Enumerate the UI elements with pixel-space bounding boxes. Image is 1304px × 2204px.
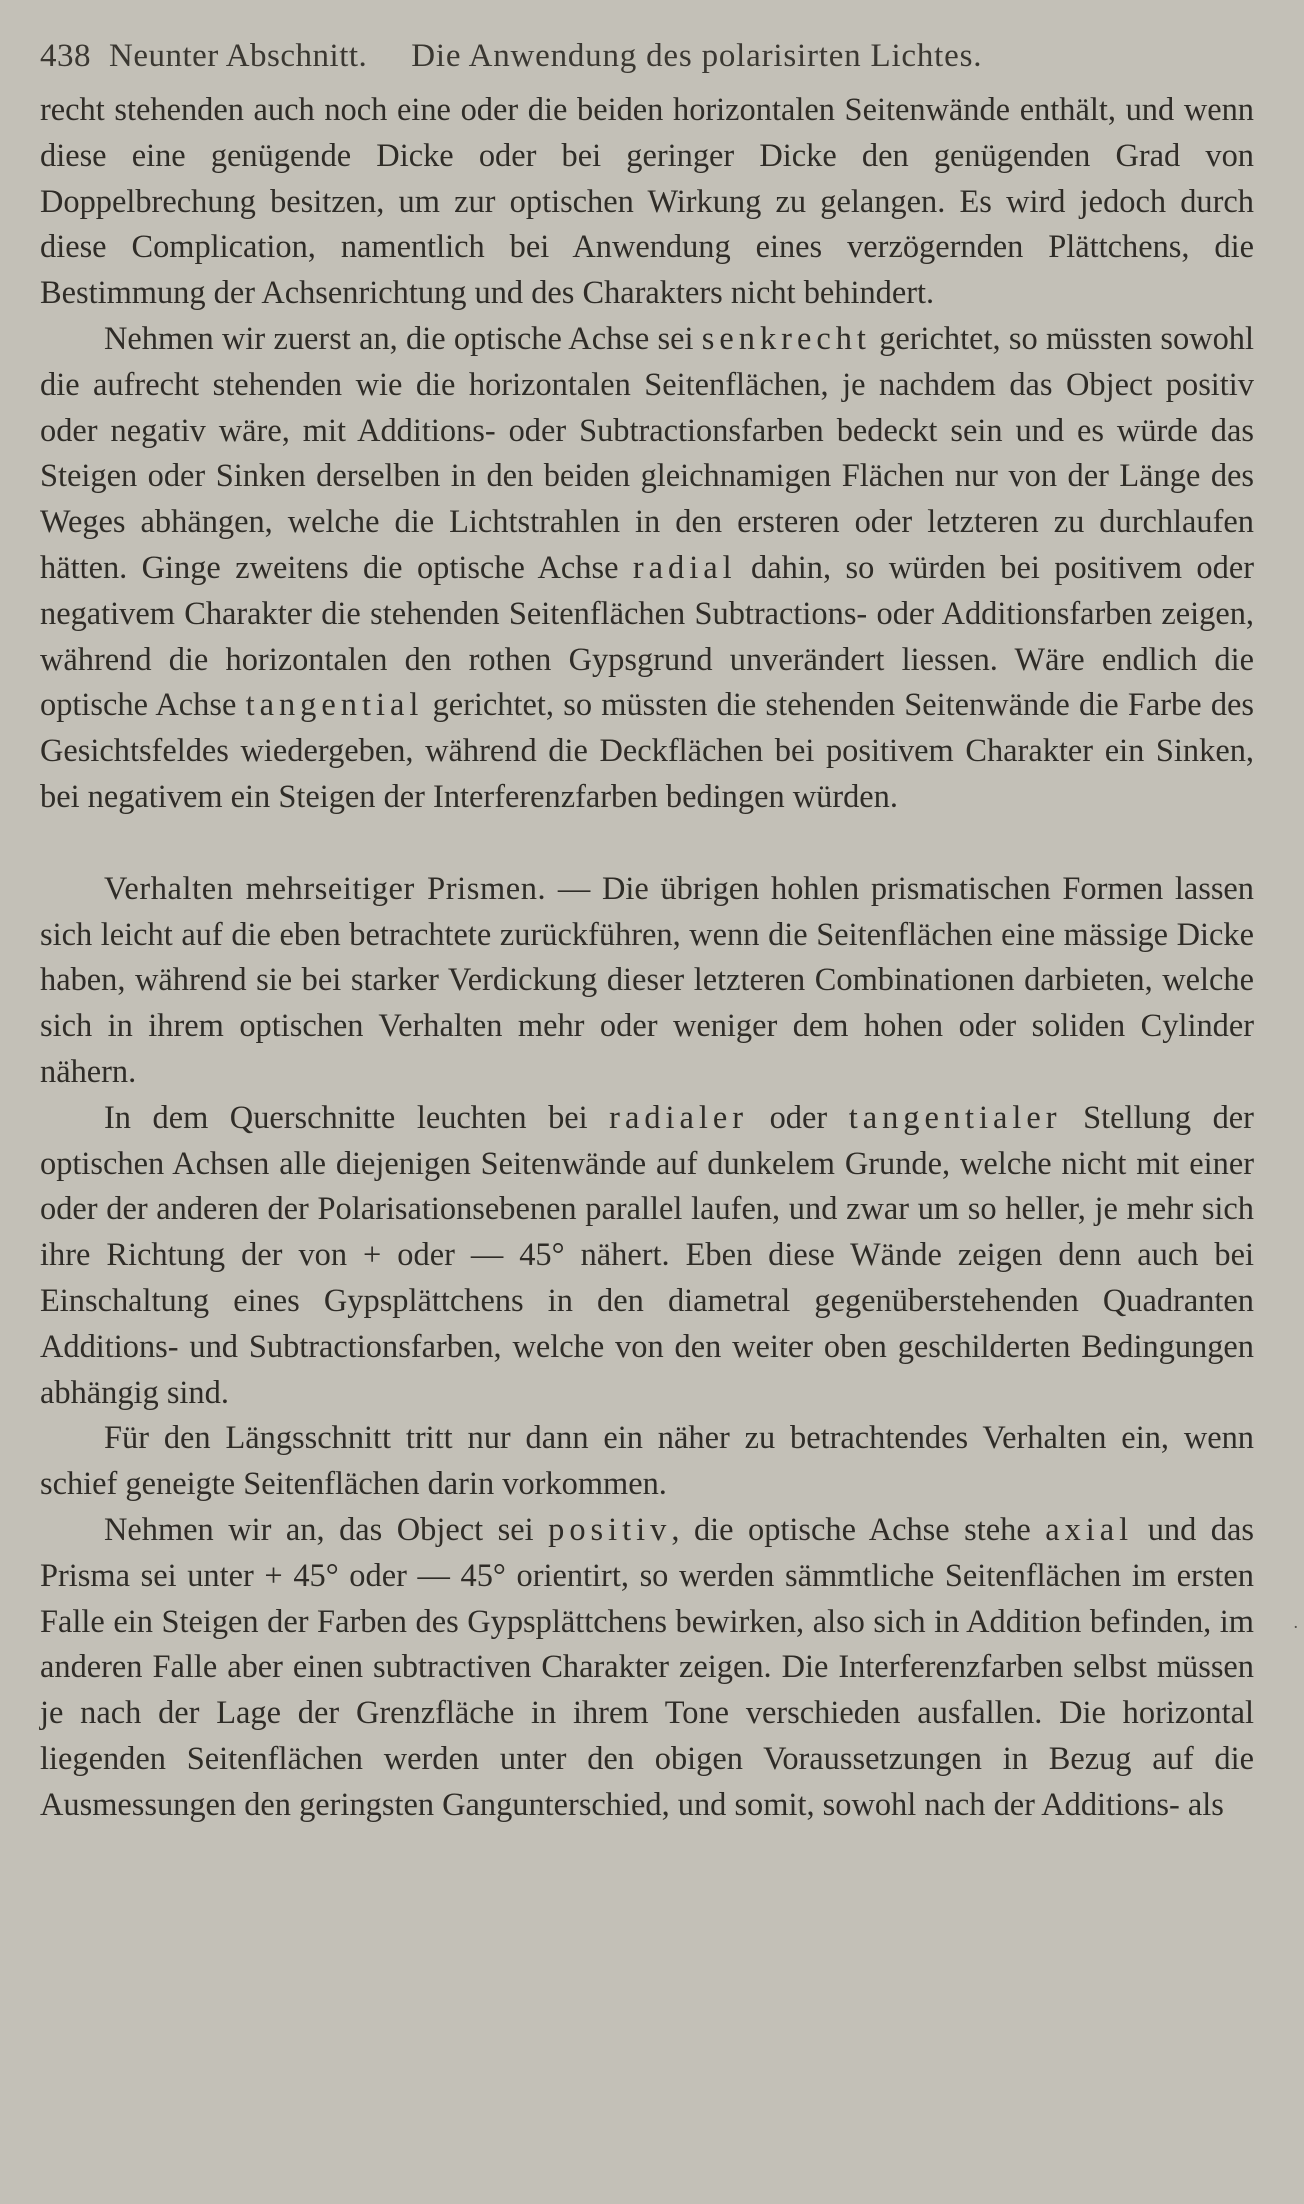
section-label: Neunter Abschnitt. [109, 38, 368, 74]
spaced-term: positiv [548, 1511, 672, 1548]
body-text [40, 88, 1254, 1828]
running-header [40, 38, 1254, 88]
spaced-term: senkrecht [701, 320, 871, 357]
paragraph-optical-axis [40, 317, 1254, 821]
page-number: 438 [40, 38, 91, 74]
running-title: Die Anwendung des polarisirten Lichtes. [411, 38, 983, 74]
paragraph-longitudinal [40, 1416, 1254, 1508]
paragraph-positive-object [40, 1508, 1254, 1829]
text-run: und das Prisma sei unter + 45° oder — 45° orientirt, so werden sämmtliche Seitenflächen im ersten Falle ein Steigen der Farben des Gypsplättchens bewirken, also sich in Addition befinden, im anderen Falle aber einen subtractiven Charakter zeigen. Die Interferenzfarben selbst müssen je nach der Lage der Grenzfläche in ihrem Tone verschieden ausfallen. Die horizontal liegenden Seitenflächen werden unter den obigen Voraussetzungen in Bezug auf die Ausmessungen den geringsten Gangunterschied, und somit, sowohl nach der Additions- als [40, 1511, 1254, 1823]
spaced-term: tangentialer [848, 1099, 1062, 1136]
text-run: dahin, so würden bei positivem oder negativem Charakter die stehenden Seitenflächen Subtractions- oder Additionsfarben zeigen, während die horizontalen den rothen Gypsgrund unverändert liessen. Wäre endlich die optische Achse [40, 549, 1254, 724]
section-gap [40, 821, 1254, 867]
paragraph-text: Für den Längsschnitt tritt nur dann ein näher zu betrachtendes Verhalten ein, wenn schief geneigte Seitenflächen darin vorkommen. [40, 1420, 1254, 1503]
subsection-heading: Verhalten mehrseitiger Prismen. [104, 870, 547, 907]
text-run: oder [769, 1099, 828, 1136]
paragraph-continuation [40, 88, 1254, 317]
spaced-term: tangential [245, 687, 424, 724]
spaced-term: axial [1045, 1511, 1134, 1548]
text-run: Stellung der optischen Achsen alle diejenigen Seitenwände auf dunkelem Grunde, welche nicht mit einer oder der anderen der Polarisationsebenen parallel laufen, und zwar um so heller, je mehr sich ihre Richtung der von + oder — 45° nähert. Eben diese Wände zeigen denn auch bei Einschaltung eines Gypsplättchens in den diametral gegenüberstehenden Quadranten Additions- und Subtractionsfarben, welche von den weiter oben geschilderten Bedingungen abhängig sind. [40, 1099, 1254, 1411]
paragraph-cross-section [40, 1096, 1254, 1417]
paragraph-prisms [40, 867, 1254, 1096]
spaced-term: radial [632, 549, 737, 586]
margin-mark: . [1293, 1612, 1298, 1632]
text-run: gerichtet, so müssten die stehenden Seitenwände die Farbe des Gesichtsfeldes wiedergeben, während die Deckflächen bei positivem Charakter ein Sinken, bei negativem ein Steigen der Interferenzfarben bedingen würden. [40, 687, 1254, 815]
text-run: gerichtet, so müssten sowohl die aufrecht stehenden wie die horizontalen Seitenflächen, je nachdem das Object positiv oder negativ wäre, mit Additions- oder Subtractionsfarben bedeckt sein und es würde das Steigen oder Sinken derselben in den beiden gleichnamigen Flächen nur von der Länge des Weges abhängen, welche die Lichtstrahlen in den ersteren oder letzteren zu durchlaufen hätten. Ginge zweitens die optische Achse [40, 320, 1254, 586]
text-run: — Die übrigen hohlen prismatischen Formen lassen sich leicht auf die eben betrachtete zurückführen, wenn die Seitenflächen eine mässige Dicke haben, während sie bei starker Verdickung dieser letzteren Combinationen darbieten, welche sich in ihrem optischen Verhalten mehr oder weniger dem hohen oder soliden Cylinder nähern. [40, 870, 1254, 1090]
text-run: Nehmen wir an, das Object sei [104, 1511, 534, 1548]
text-run: Nehmen wir zuerst an, die optische Achse sei [104, 320, 694, 357]
text-run: In dem Querschnitte leuchten bei [104, 1099, 588, 1136]
spaced-term: radialer [609, 1099, 749, 1136]
text-run: , die optische Achse stehe [671, 1511, 1031, 1548]
paragraph-text: recht stehenden auch noch eine oder die beiden horizontalen Seitenwände enthält, und wenn diese eine genügende Dicke oder bei geringer Dicke den genügenden Grad von Doppelbrechung besitzen, um zur optischen Wirkung zu gelangen. Es wird jedoch durch diese Complication, namentlich bei Anwendung eines verzögernden Plättchens, die Bestimmung der Achsenrichtung und des Charakters nicht behindert. [40, 92, 1254, 312]
